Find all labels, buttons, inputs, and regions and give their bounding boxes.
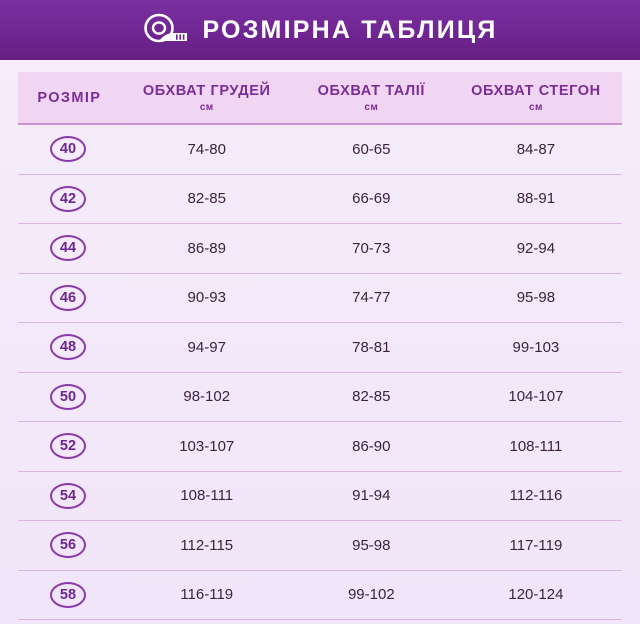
size-badge: 58 [50,582,86,608]
column-header-size [18,72,121,124]
cell-hips: 117-119 [450,521,622,571]
table-row [18,372,622,422]
column-header-waist-label: ОБХВАТ ТАЛІЇ [317,83,425,99]
table-row [18,323,622,373]
page-title: РОЗМІРНА ТАБЛИЦЯ [202,15,498,44]
cell-size [18,422,121,472]
column-header-hips [450,72,622,124]
cell-waist: 70-73 [293,224,450,274]
cell-hips: 88-91 [450,174,622,224]
size-badge: 52 [50,433,86,459]
column-header-size-label: РОЗМІР [37,89,102,106]
cell-waist: 82-85 [293,372,450,422]
size-table-container [0,60,640,620]
size-badge: 46 [50,285,86,311]
measuring-tape-icon [143,13,189,47]
cell-waist: 86-90 [293,422,450,472]
cell-waist: 74-77 [293,273,450,323]
cell-chest: 98-102 [121,372,293,422]
table-row [18,124,622,174]
size-table [18,72,622,620]
cell-size [18,521,121,571]
table-row [18,174,622,224]
column-header-chest [121,72,293,124]
cell-chest: 82-85 [121,174,293,224]
size-badge: 54 [50,483,86,509]
cell-hips: 108-111 [450,422,622,472]
cell-waist: 78-81 [293,323,450,373]
cell-size [18,224,121,274]
column-header-hips-label: ОБХВАТ СТЕГОН [471,83,601,99]
column-header-waist-unit: см [364,101,379,113]
table-row [18,422,622,472]
cell-chest: 90-93 [121,273,293,323]
table-row [18,471,622,521]
size-badge: 50 [50,384,86,410]
cell-waist: 60-65 [293,124,450,174]
table-body [18,124,622,620]
cell-size [18,273,121,323]
column-header-waist [293,72,450,124]
size-badge: 44 [50,235,86,261]
cell-size [18,372,121,422]
cell-chest: 74-80 [121,124,293,174]
cell-hips: 92-94 [450,224,622,274]
cell-chest: 108-111 [121,471,293,521]
column-header-chest-unit: см [199,101,214,113]
cell-chest: 112-115 [121,521,293,571]
cell-hips: 104-107 [450,372,622,422]
table-row [18,273,622,323]
table-row [18,224,622,274]
size-badge: 56 [50,532,86,558]
cell-hips: 84-87 [450,124,622,174]
cell-chest: 86-89 [121,224,293,274]
cell-hips: 99-103 [450,323,622,373]
table-header [18,72,622,124]
page-header [0,0,640,60]
cell-waist: 66-69 [293,174,450,224]
size-badge: 48 [50,334,86,360]
table-header-row [18,72,622,124]
column-header-chest-label: ОБХВАТ ГРУДЕЙ [142,83,271,99]
cell-waist: 91-94 [293,471,450,521]
cell-hips: 112-116 [450,471,622,521]
size-badge: 42 [50,186,86,212]
cell-waist: 99-102 [293,570,450,620]
size-badge: 40 [50,136,86,162]
cell-size [18,570,121,620]
cell-hips: 120-124 [450,570,622,620]
cell-hips: 95-98 [450,273,622,323]
cell-size [18,471,121,521]
cell-chest: 103-107 [121,422,293,472]
cell-chest: 94-97 [121,323,293,373]
cell-size [18,124,121,174]
cell-size [18,174,121,224]
cell-waist: 95-98 [293,521,450,571]
cell-size [18,323,121,373]
table-row [18,570,622,620]
cell-chest: 116-119 [121,570,293,620]
table-row [18,521,622,571]
column-header-hips-unit: см [529,101,543,113]
